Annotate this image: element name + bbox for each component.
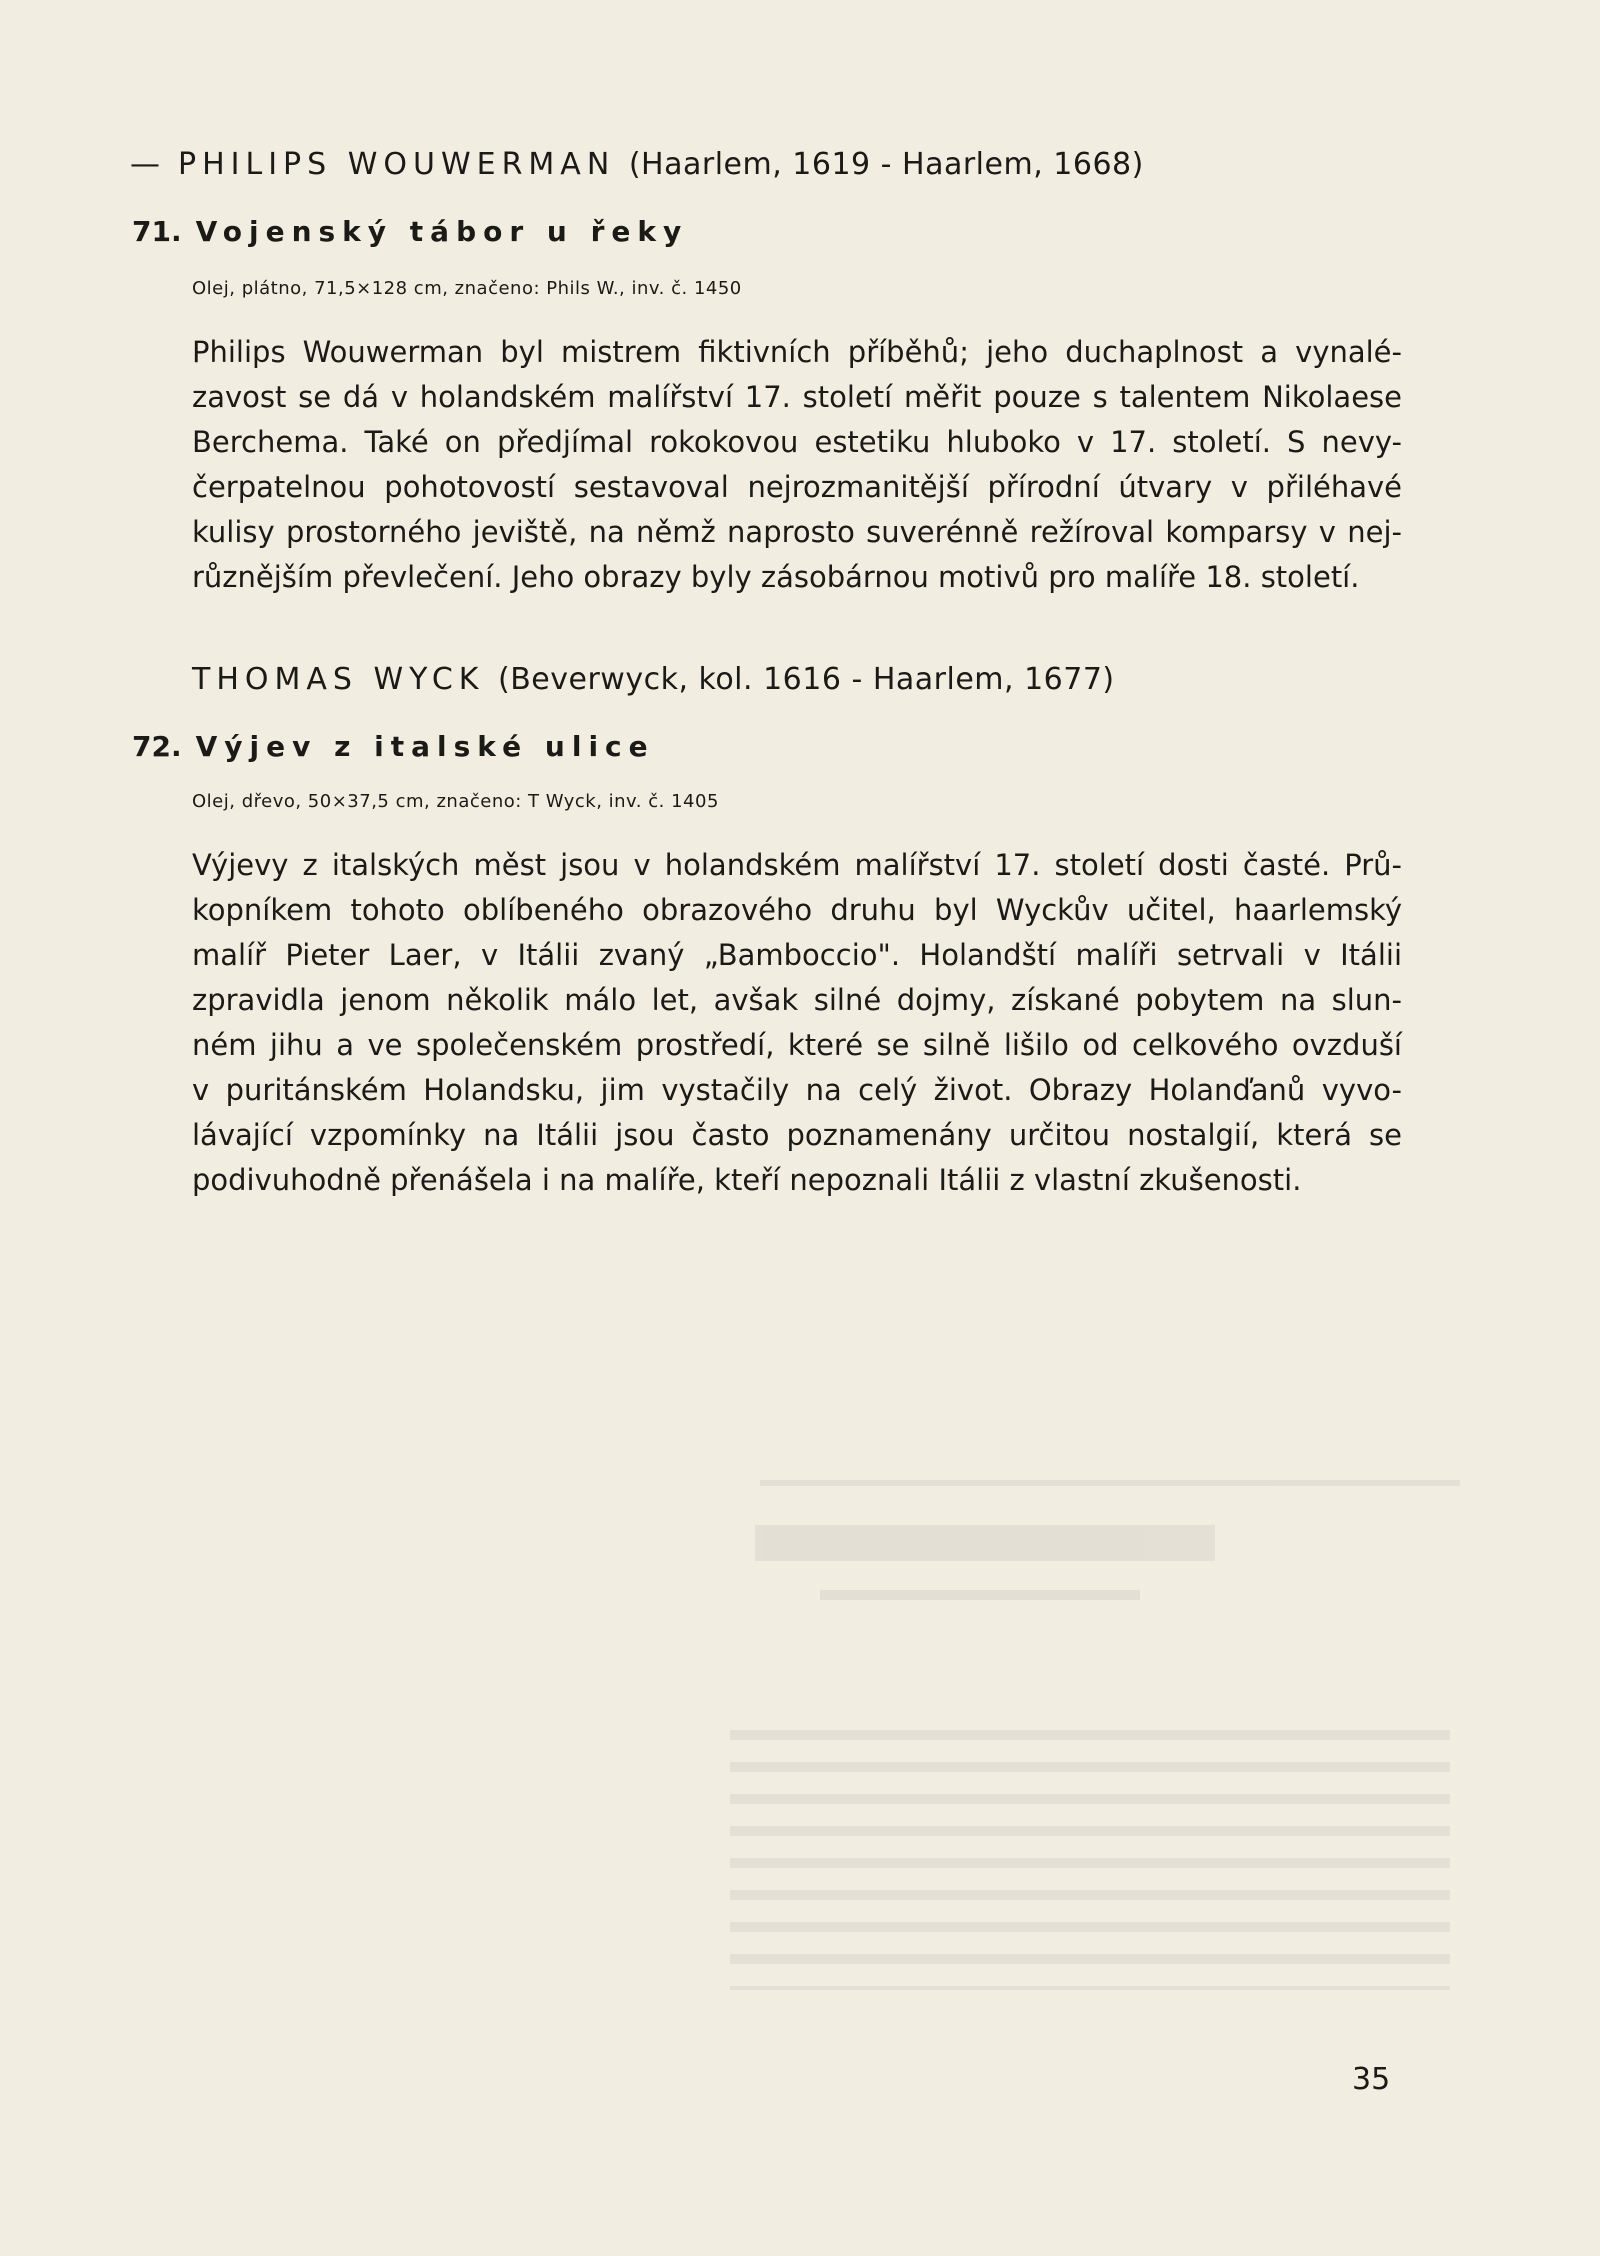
entry-title-text: Výjev z italské ulice (195, 730, 655, 763)
text-line: Berchema. Také on předjímal rokokovou estetiku hluboko v 17. století. S nevy- (192, 425, 1402, 459)
artist-name: PHILIPS WOUWERMAN (178, 147, 616, 182)
artist-heading (192, 662, 1115, 697)
entry-title-text: Vojenský tábor u řeky (195, 215, 689, 248)
page-number: 35 (1352, 2062, 1391, 2097)
text-line: malíř Pieter Laer, v Itálii zvaný „Bamboccio". Holandští malíři setrvali v Itálii (192, 938, 1402, 972)
text-line: zpravidla jenom několik málo let, avšak silné dojmy, získané pobytem na slun- (192, 983, 1402, 1017)
text-line: zavost se dá v holandském malířství 17. století měřit pouze s talentem Nikolaese (192, 380, 1402, 414)
artist-heading (130, 147, 1144, 182)
text-line: kopníkem tohoto oblíbeného obrazového druhu byl Wyckův učitel, haarlemský (192, 893, 1402, 927)
artist-lifespan: (Haarlem, 1619 - Haarlem, 1668) (628, 147, 1144, 182)
entry-description (192, 843, 1402, 1203)
entry-number: 71. (132, 215, 182, 248)
text-line: kulisy prostorného jeviště, na němž naprosto suverénně režíroval komparsy v nej- (192, 515, 1402, 549)
text-line: podivuhodně přenášela i na malíře, kteří nepoznali Itálii z vlastní zkušenosti. (192, 1163, 1302, 1197)
artist-name: THOMAS WYCK (192, 662, 485, 697)
text-line: ném jihu a ve společenském prostředí, které se silně lišilo od celkového ovzduší (192, 1028, 1402, 1062)
entry-title (132, 215, 689, 248)
artist-lifespan: (Beverwyck, kol. 1616 - Haarlem, 1677) (498, 662, 1115, 697)
bleed-through-decoration (700, 1460, 1460, 2020)
artist-dash: — (130, 147, 160, 182)
entry-description (192, 330, 1402, 600)
entry-meta: Olej, plátno, 71,5×128 cm, značeno: Phils W., inv. č. 1450 (192, 278, 742, 299)
entry-number: 72. (132, 730, 182, 763)
text-line: v puritánském Holandsku, jim vystačily na celý život. Obrazy Holanďanů vyvo- (192, 1073, 1402, 1107)
text-line: lávající vzpomínky na Itálii jsou často poznamenány určitou nostalgií, která se (192, 1118, 1402, 1152)
entry-meta: Olej, dřevo, 50×37,5 cm, značeno: T Wyck, inv. č. 1405 (192, 791, 719, 812)
entry-title (132, 730, 655, 763)
text-line: čerpatelnou pohotovostí sestavoval nejrozmanitější přírodní útvary v přiléhavé (192, 470, 1402, 504)
text-line: Výjevy z italských měst jsou v holandském malířství 17. století dosti časté. Prů- (192, 848, 1402, 882)
text-line: Philips Wouwerman byl mistrem fiktivních příběhů; jeho duchaplnost a vynalé- (192, 335, 1402, 369)
text-line: různějším převlečení. Jeho obrazy byly zásobárnou motivů pro malíře 18. století. (192, 560, 1360, 594)
